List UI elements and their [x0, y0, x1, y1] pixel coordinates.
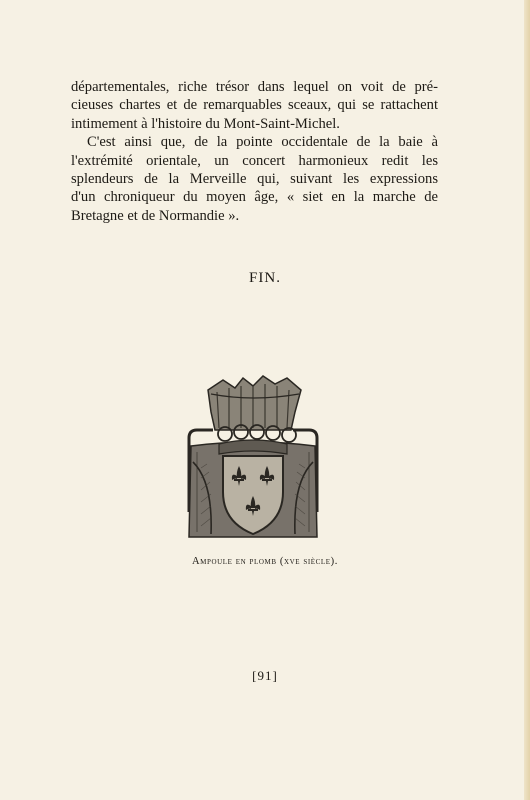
- end-marker: FIN.: [249, 270, 281, 286]
- body-line: cieuses chartes et de remarquables sceaux, qui se rattachent: [71, 97, 438, 114]
- body-line: l'extrémité orientale, un concert harmonieux redit les: [71, 152, 438, 169]
- body-text: [71, 78, 438, 225]
- body-line: intimement à l'histoire du Mont-Saint-Michel.: [71, 115, 340, 132]
- body-line: Bretagne et de Normandie ».: [71, 207, 240, 224]
- body-line: splendeurs de la Merveille qui, suivant les expressions: [71, 170, 438, 187]
- body-line: d'un chroniqueur du moyen âge, « siet en la marche de: [71, 189, 438, 206]
- body-line: C'est ainsi que, de la pointe occidentale de la baie à: [87, 134, 438, 151]
- lead-ampulla-engraving: [183, 372, 323, 542]
- figure-caption: Ampoule en plomb (xve siècle).: [191, 556, 339, 567]
- body-line: départementales, riche trésor dans lequel on voit de pré-: [71, 79, 438, 95]
- page-number: [91]: [252, 668, 278, 683]
